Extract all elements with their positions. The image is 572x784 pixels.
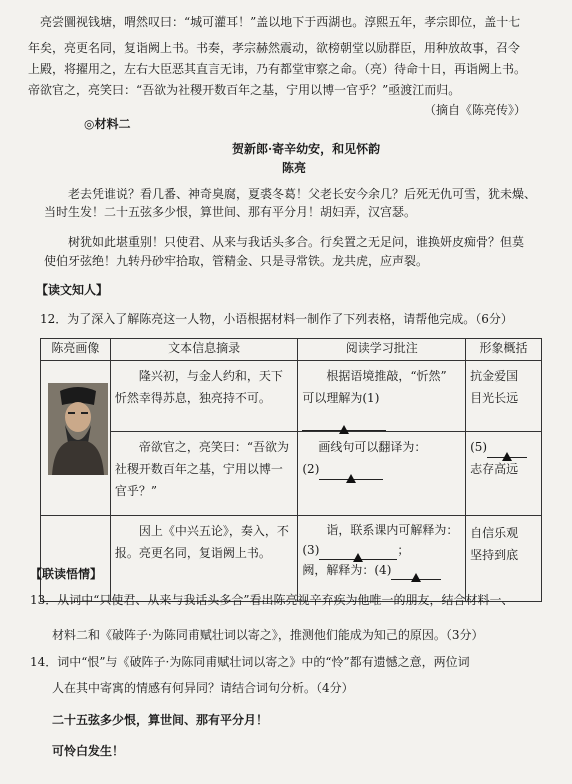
section-heading: 【读文知人】 (36, 283, 109, 297)
answer-blank-1[interactable] (302, 418, 386, 431)
passage-line: 亮尝圜视钱塘，喟然叹曰：“城可灌耳！”盖以地下于西湖也。淳熙五年，孝宗即位，盖十七 (40, 15, 521, 29)
excerpt-cell: 帝欲官之，亮笑曰：“吾欲为 社稷开数百年之基，宁用以博一 官乎？” (110, 432, 298, 516)
note-cell: 画线句可以翻译为： (2) (298, 432, 466, 516)
answer-blank-5[interactable] (487, 445, 527, 458)
answer-blank-3[interactable] (319, 547, 397, 560)
chen-liang-portrait (48, 383, 108, 475)
material2-label: ◎材料二 (84, 117, 131, 131)
image-cell: 抗金爱国 目光长远 (466, 361, 542, 432)
table-row (41, 516, 542, 602)
quote-line: 可怜白发生！ (52, 744, 125, 758)
source-citation: （摘自《陈亮传》） (424, 103, 527, 117)
poem-title: 贺新郎·寄辛幼安，和见怀韵 (232, 142, 381, 156)
header-excerpt: 文本信息摘录 (110, 339, 298, 361)
poem-author: 陈亮 (282, 161, 307, 175)
question-12: 12．为了深入了解陈亮这一人物，小语根据材料一制作了下列表格，请帮他完成。（6分） (40, 312, 513, 326)
info-table (40, 338, 542, 602)
table-row (41, 361, 542, 432)
triangle-icon (411, 573, 421, 582)
answer-blank-4[interactable] (391, 567, 441, 580)
portrait-illustration (48, 383, 108, 475)
section-heading: 【联读悟情】 (30, 567, 103, 581)
triangle-icon (346, 474, 356, 483)
question-14: 人在其中寄寓的情感有何异同？请结合词句分析。（4分） (52, 681, 354, 695)
excerpt-cell: 隆兴初，与金人约和，天下 忻然幸得苏息，独亮持不可。 (110, 361, 298, 432)
header-note: 阅读学习批注 (298, 339, 466, 361)
question-14: 14．词中“恨”与《破阵子·为陈同甫赋壮词以寄之》中的“怜”都有遗憾之意，两位词 (30, 655, 470, 669)
triangle-icon (339, 425, 349, 434)
excerpt-cell: 因上《中兴五论》，奏入，不 报。亮更名同，复诣阙上书。 (110, 516, 298, 602)
question-13: 13．从词中“只使君、从来与我话头多合”看出陈亮视辛弃疾为他唯一的朋友，结合材料一、 (30, 593, 514, 607)
poem-line: 当时生发！二十五弦多少恨，算世间、那有平分月！胡妇弄，汉宫瑟。 (44, 205, 417, 219)
passage-line: 上殿，将擢用之，左右大臣恶其直言无讳，乃有都堂审察之命。（亮）待命十日，再诣阙上书。 (28, 62, 527, 76)
answer-blank-2[interactable] (319, 467, 383, 480)
passage-line: 年矣，亮更名同，复诣阙上书。书奏，孝宗赫然震动，欲榜朝堂以励群臣，用种放故事，召令 (28, 41, 521, 55)
note-cell: 诣，联系课内可解释为： (3) ； 阙，解释为：(4) (298, 516, 466, 602)
poem-line: 使伯牙弦绝！九转丹砂牢拾取，管精金、只是寻常铁。龙共虎，应声裂。 (44, 254, 429, 268)
table-row (41, 432, 542, 516)
quote-line: 二十五弦多少恨，算世间、那有平分月！ (52, 713, 269, 727)
passage-line: 帝欲官之，亮笑曰：“吾欲为社稷开数百年之基，宁用以博一官乎？”亟渡江而归。 (28, 83, 461, 97)
poem-line: 树犹如此堪重别！只使君、从来与我话头多合。行矣置之无足问，谁换妍皮痴骨？但莫 (68, 235, 525, 249)
note-cell: 根据语境推敲，“忻然” 可以理解为(1) (298, 361, 466, 432)
image-cell: 自信乐观 坚持到底 (466, 516, 542, 602)
image-cell: (5) 志存高远 (466, 432, 542, 516)
header-image: 形象概括 (466, 339, 542, 361)
table-header-row (41, 339, 542, 361)
empty-portrait-cell (41, 516, 111, 602)
header-portrait: 陈亮画像 (41, 339, 111, 361)
poem-line: 老去凭谁说？看几番、神奇臭腐，夏裘冬葛！父老长安今余几？后死无仇可雪，犹未燥、 (68, 187, 537, 201)
question-13: 材料二和《破阵子·为陈同甫赋壮词以寄之》，推测他们能成为知己的原因。（3分） (52, 628, 484, 642)
